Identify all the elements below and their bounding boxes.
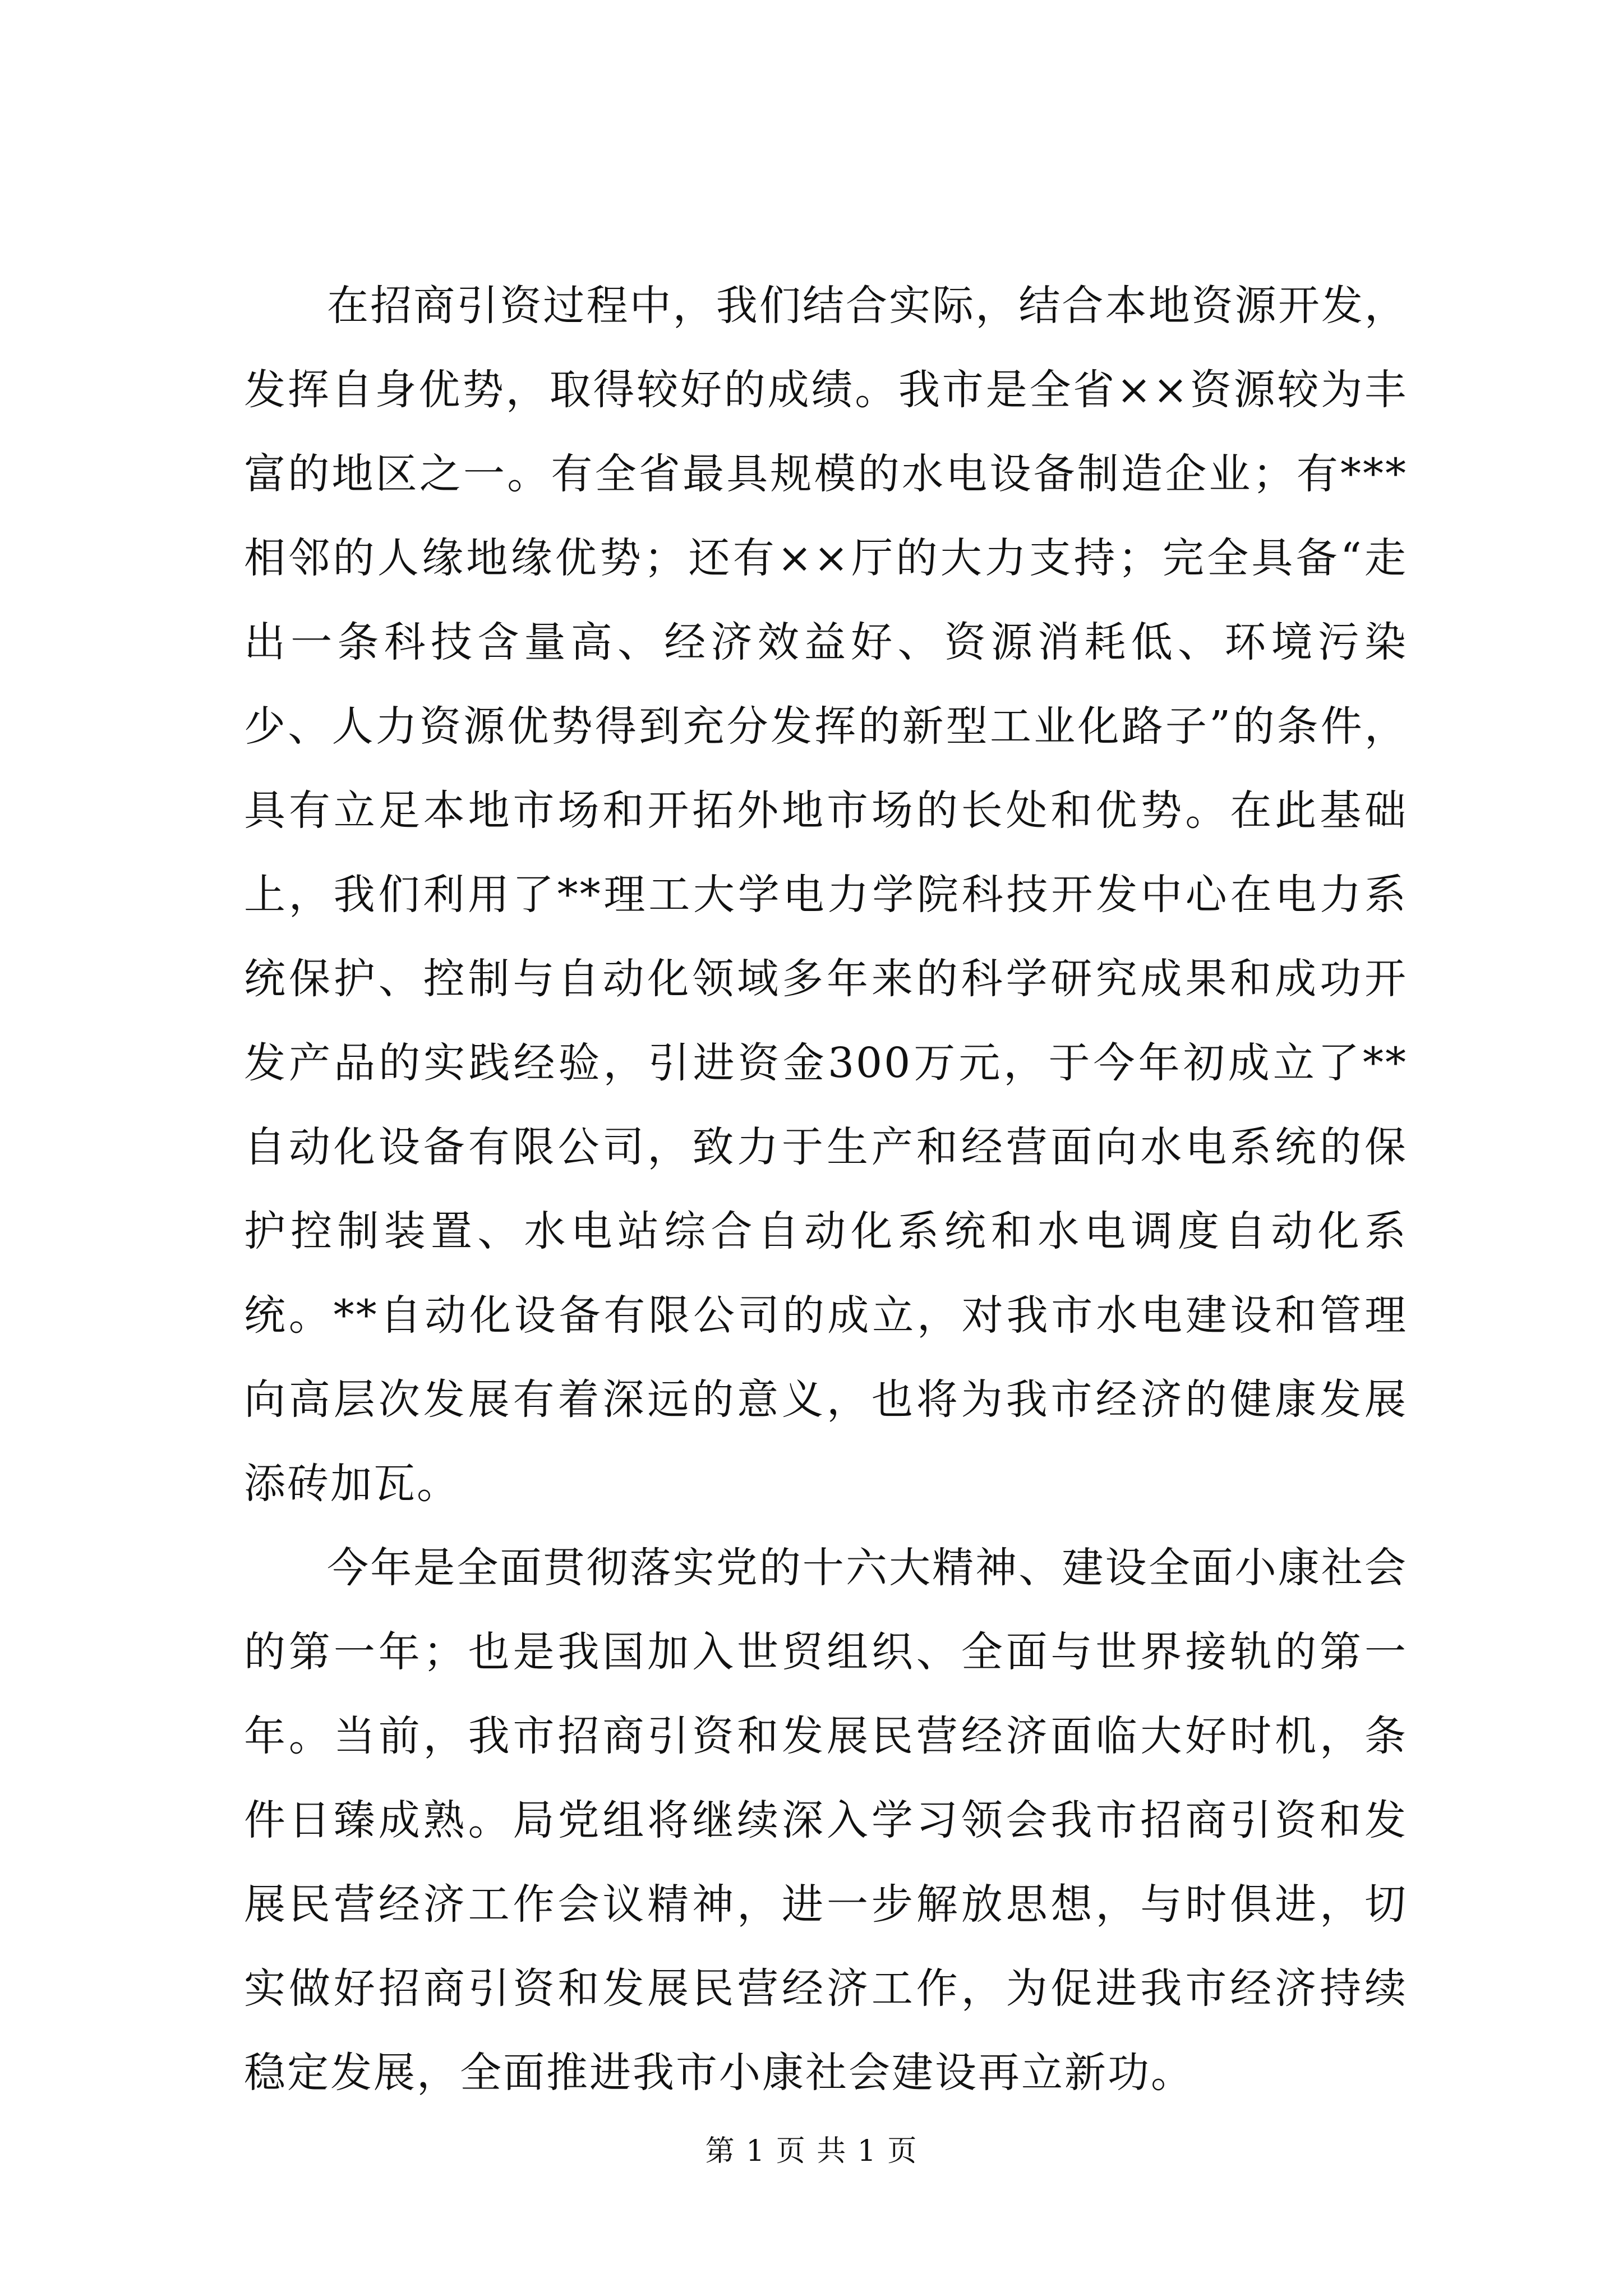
paragraph-outlook: 今年是全面贯彻落实党的十六大精神、建设全面小康社会的第一年；也是我国加入世贸组织、全面与世界接轨的第一年。当前，我市招商引资和发展民营经济面临大好时机，条件日臻成熟。局党组将继续深入学习领会我市招商引资和发展民营经济工作会议精神，进一步解放思想，与时俱进，切实做好招商引资和发展民营经济工作，为促进我市经济持续稳定发展，全面推进我市小康社会建设再立新功。: [244, 1544, 1408, 2097]
paragraph-investment-results: 在招商引资过程中，我们结合实际，结合本地资源开发，发挥自身优势，取得较好的成绩。我市是全省××资源较为丰富的地区之一。有全省最具规模的水电设备制造企业；有***相邻的人缘地缘优势；还有××厅的大力支持；完全具备“走出一条科技含量高、经济效益好、资源消耗低、环境污染少、人力资源优势得到充分发挥的新型工业化路子”的条件，具有立足本地市场和开拓外地市场的长处和优势。在此基础上，我们利用了**理工大学电力学院科技开发中心在电力系统保护、控制与自动化领域多年来的科学研究成果和成功开发产品的实践经验，引进资金300万元，于今年初成立了**自动化设备有限公司，致力于生产和经营面向水电系统的保护控制装置、水电站综合自动化系统和水电调度自动化系统。**自动化设备有限公司的成立，对我市水电建设和管理向高层次发展有着深远的意义，也将为我市经济的健康发展添砖加瓦。: [244, 282, 1408, 1508]
document-body: [244, 264, 1408, 2115]
page-footer: 第 1 页 共 1 页: [705, 2134, 918, 2168]
